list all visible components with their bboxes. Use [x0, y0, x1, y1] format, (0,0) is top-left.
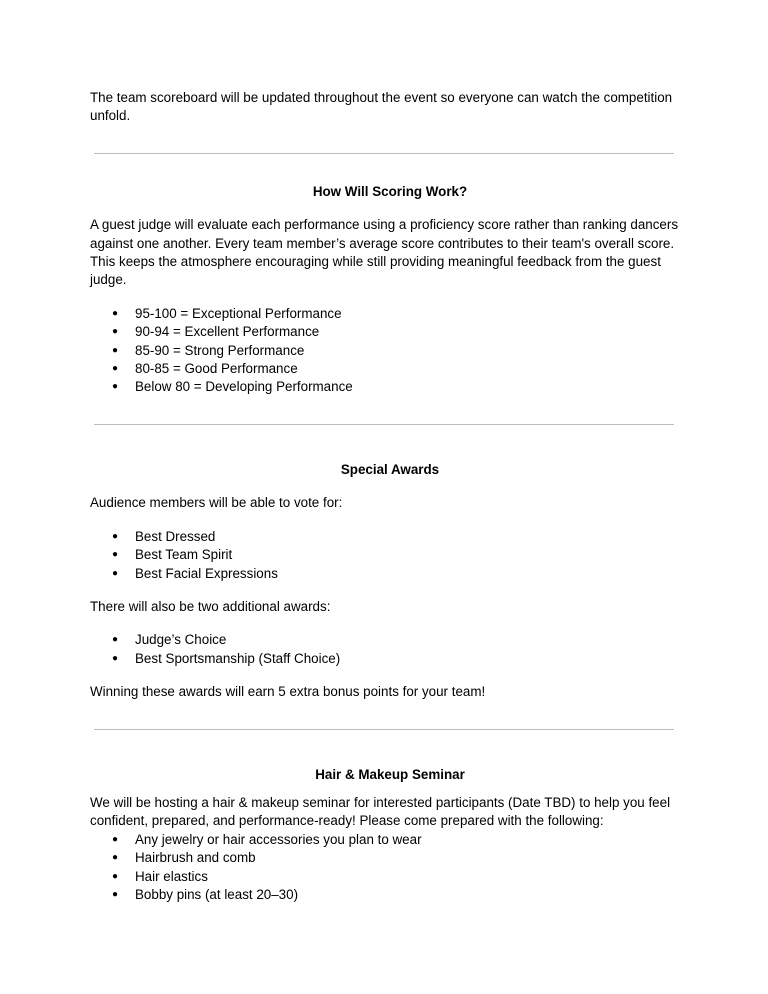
scoring-paragraph: A guest judge will evaluate each performance using a proficiency score rather than ranking dancers against one another. Every team member’s average score contributes to their team's overall score. This keeps the atmosphere encouraging while still providing meaningful feedback from the guest judge.	[90, 217, 679, 288]
list-item: ● 95-100 = Exceptional Performance	[90, 305, 690, 323]
document-content	[90, 89, 690, 904]
list-item: ● Best Facial Expressions	[90, 565, 690, 583]
list-item: ● Best Team Spirit	[90, 546, 690, 564]
seminar-heading: Hair & Makeup Seminar	[315, 766, 465, 782]
intro-paragraph: The team scoreboard will be updated throughout the event so everyone can watch the competition unfold.	[90, 90, 673, 124]
bonus-paragraph: Winning these awards will earn 5 extra bonus points for your team!	[90, 684, 486, 700]
section-divider	[94, 153, 674, 154]
list-item: ● Below 80 = Developing Performance	[90, 378, 690, 396]
list-item: ● Any jewelry or hair accessories you plan to wear	[90, 831, 690, 849]
list-item: ● Hairbrush and comb	[90, 849, 690, 867]
list-item: ● Judge’s Choice	[90, 631, 690, 649]
audience-awards-list	[90, 528, 690, 583]
section-divider	[94, 424, 674, 425]
awards-heading: Special Awards	[340, 461, 440, 477]
scoring-list	[90, 305, 690, 397]
audience-intro: Audience members will be able to vote for:	[90, 495, 343, 511]
list-item: ● Best Dressed	[90, 528, 690, 546]
seminar-paragraph: We will be hosting a hair & makeup seminar for interested participants (Date TBD) to help you feel confident, prepared, and performance-ready! Please come prepared with the following:	[90, 794, 671, 829]
section-divider	[94, 729, 674, 730]
list-item: ● Bobby pins (at least 20–30)	[90, 886, 690, 904]
list-item: ● 85-90 = Strong Performance	[90, 342, 690, 360]
list-item: ● Hair elastics	[90, 868, 690, 886]
additional-awards-list	[90, 631, 690, 668]
list-item: ● 80-85 = Good Performance	[90, 360, 690, 378]
additional-awards-intro: There will also be two additional awards:	[90, 598, 331, 614]
list-item: ● Best Sportsmanship (Staff Choice)	[90, 650, 690, 668]
seminar-list	[90, 831, 690, 905]
scoring-heading: How Will Scoring Work?	[312, 183, 468, 199]
list-item: ● 90-94 = Excellent Performance	[90, 323, 690, 341]
